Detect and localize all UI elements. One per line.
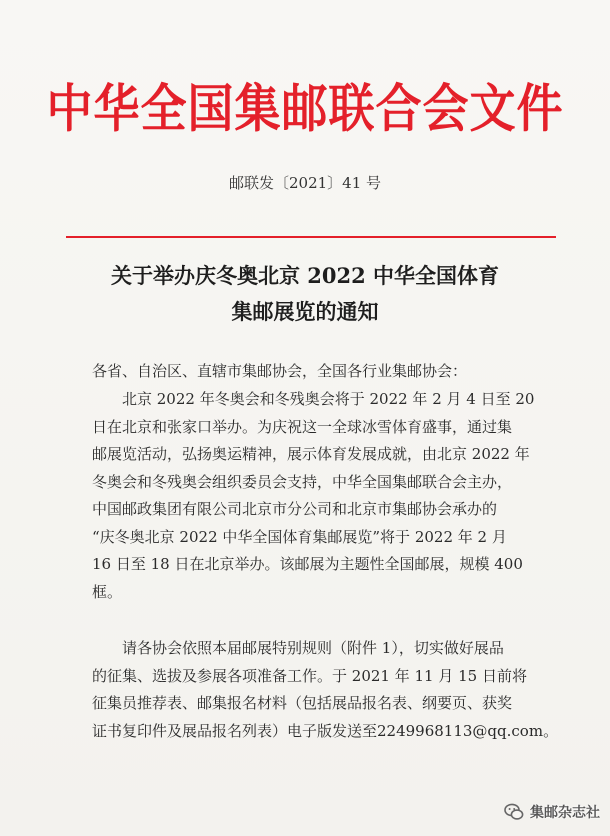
- paragraph-line: 16 日至 18 日在北京举办。该邮展为主题性全国邮展，规模 400: [92, 555, 523, 573]
- watermark: [504, 802, 600, 822]
- red-divider-line: [66, 236, 556, 238]
- paragraph-line: 请各协会依照本届邮展特别规则（附件 1），切实做好展品: [92, 639, 504, 657]
- watermark-text: 集邮杂志社: [530, 805, 600, 821]
- notice-title-line: 关于举办庆冬奥北京 2022 中华全国体育: [110, 263, 500, 288]
- paragraph-line: 日在北京和张家口举办。为庆祝这一全球冰雪体育盛事，通过集: [92, 417, 513, 436]
- paragraph-line: 证书复印件及展品报名列表）电子版发送至2249968113@qq.com。: [92, 721, 559, 740]
- notice-title: [0, 258, 610, 330]
- wechat-icon: [504, 802, 524, 822]
- notice-title-line: 集邮展览的通知: [231, 299, 379, 324]
- paragraph-line: 框。: [92, 582, 123, 601]
- paragraph-line: 征集员推荐表、邮集报名材料（包括展品报名表、纲要页、获奖: [92, 694, 513, 712]
- paragraph-line: 的征集、选拔及参展各项准备工作。于 2021 年 11 月 15 日前将: [92, 666, 527, 685]
- paragraph-line: 北京 2022 年冬奥会和冬残奥会将于 2022 年 2 月 4 日至 20: [92, 390, 535, 408]
- salutation: 各省、自治区、直辖市集邮协会，全国各行业集邮协会：: [92, 362, 468, 380]
- paragraph-2: [92, 635, 562, 745]
- paragraph-line: 中国邮政集团有限公司北京市分公司和北京市集邮协会承办的: [92, 500, 498, 518]
- document-number: 邮联发〔2021〕41 号: [228, 174, 382, 192]
- paragraph-line: 冬奥会和冬残奥会组织委员会支持，中华全国集邮联合会主办，: [92, 472, 513, 491]
- document-header-title: 中华全国集邮联合会文件: [46, 78, 564, 139]
- paragraph-line: “庆冬奥北京 2022 中华全国体育集邮展览”将于 2022 年 2 月: [92, 527, 507, 546]
- paragraph-1: [92, 386, 562, 606]
- paragraph-line: 邮展览活动，弘扬奥运精神，展示体育发展成就，由北京 2022 年: [92, 445, 530, 463]
